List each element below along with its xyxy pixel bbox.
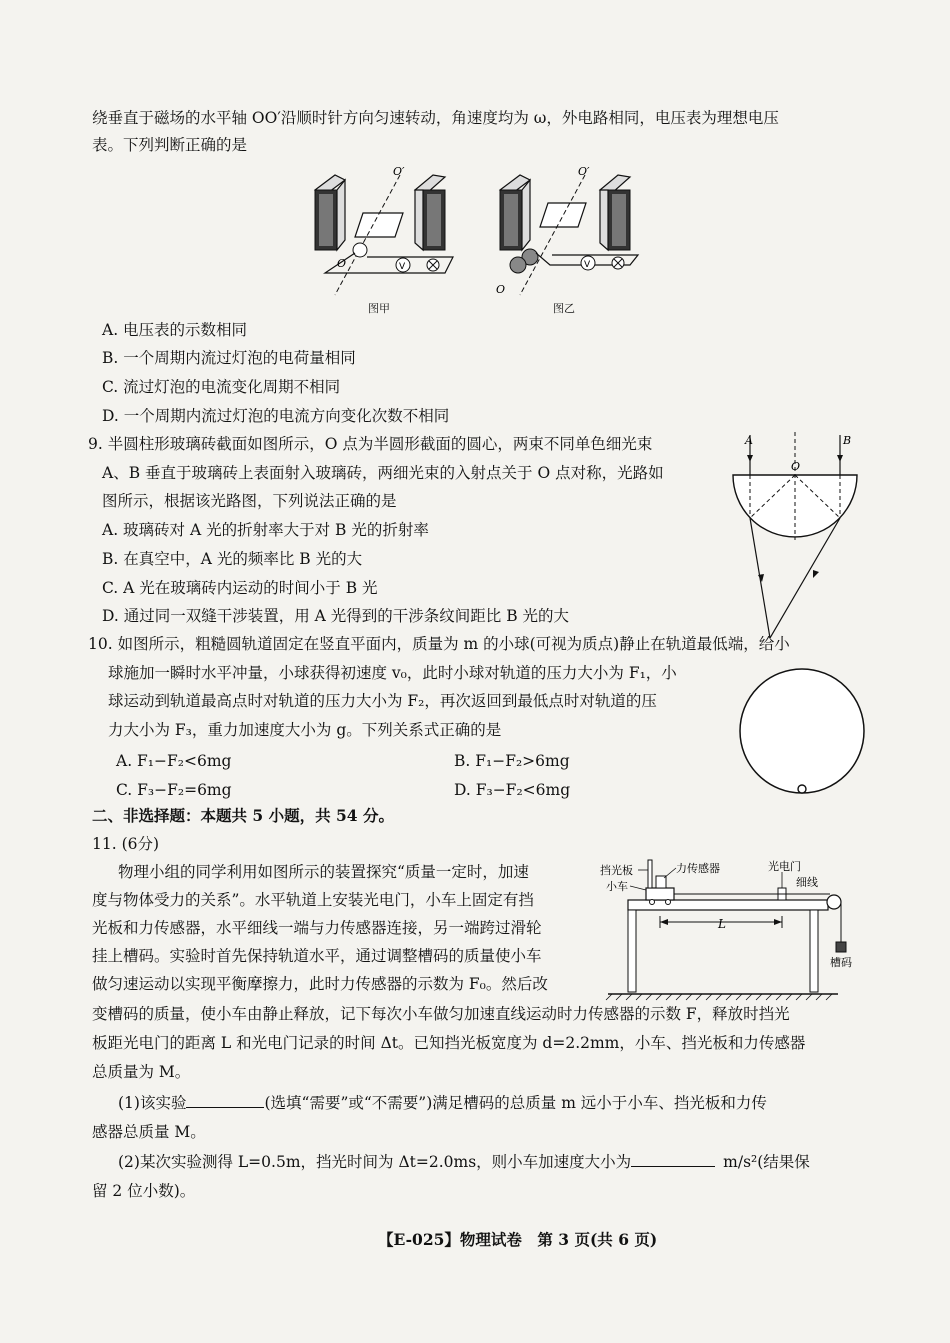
small-ball — [798, 785, 806, 793]
q8a-label-o: O — [337, 257, 347, 270]
q11-sub1-line2: 感器总质量 M。 — [92, 1123, 206, 1141]
q9-label-b: B — [843, 434, 852, 447]
q8-option-d: D. 一个周期内流过灯泡的电流方向变化次数不相同 — [102, 407, 450, 425]
q11-answer-blank-2[interactable] — [631, 1152, 715, 1167]
q9-label-a: A — [745, 434, 753, 447]
q11-sub2-suffix: m/s²(结果保 — [723, 1153, 810, 1171]
q9-option-c: C. A 光在玻璃砖内运动的时间小于 B 光 — [102, 579, 378, 597]
q11-para2: 度与物体受力的关系”。水平轨道上安装光电门，小车上固定有挡 — [92, 891, 534, 909]
fig-label-photogate: 光电门 — [768, 860, 801, 873]
q8-option-c: C. 流过灯泡的电流变化周期不相同 — [102, 378, 341, 396]
q9-stem-line3: 图所示，根据该光路图，下列说法正确的是 — [102, 492, 397, 510]
q11-sub1-suffix: (选填“需要”或“不需要”)满足槽码的总质量 m 远小于小车、挡光板和力传 — [264, 1094, 767, 1112]
q10-stem-line3: 球运动到轨道最高点时对轨道的压力大小为 F₂，再次返回到最低点时对轨道的压 — [108, 692, 657, 710]
hook-weights — [836, 942, 846, 952]
q8-fig-a-caption: 图甲 — [368, 302, 390, 315]
magnet-left — [315, 175, 345, 250]
q10-stem-line1: 10. 如图所示，粗糙圆轨道固定在竖直平面内，质量为 m 的小球(可视为质点)静止在轨道最低端，给小 — [88, 635, 790, 653]
q8b-label-oprime: O′ — [578, 165, 590, 178]
fig-label-baffle: 挡光板 — [600, 864, 633, 877]
q8-fig-b-caption: 图乙 — [553, 302, 575, 315]
q11-para5: 做匀速运动以实现平衡摩擦力，此时力传感器的示数为 F₀。然后改 — [92, 975, 548, 993]
fig-label-L: L — [718, 917, 726, 931]
q8a-label-oprime: O′ — [393, 165, 405, 178]
q11-sub2-line1 — [118, 1152, 810, 1172]
q9-stem-line1: 9. 半圆柱形玻璃砖截面如图所示，O 点为半圆形截面的圆心，两束不同单色细光束 — [88, 435, 653, 453]
q11-sub2-prefix: (2)某次实验测得 L=0.5m，挡光时间为 Δt=2.0ms，则小车加速度大小为 — [118, 1153, 632, 1171]
q8a-voltmeter-label: V — [399, 262, 406, 272]
q11-apparatus-figure — [598, 858, 868, 1003]
page-footer: 【E-025】物理试卷 第 3 页(共 6 页) — [378, 1230, 658, 1249]
q11-para7: 板距光电门的距离 L 和光电门记录的时间 Δt。已知挡光板宽度为 d=2.2mm，小车、挡光板和力传感器 — [92, 1034, 806, 1052]
q9-label-o: O — [791, 460, 801, 473]
q8b-voltmeter-label: V — [584, 260, 591, 270]
q10-option-c: C. F₃−F₂=6mg — [116, 781, 232, 799]
pulley — [827, 895, 841, 909]
q11-para1: 物理小组的同学利用如图所示的装置探究“质量一定时，加速 — [118, 863, 529, 881]
q11-para6: 变槽码的质量，使小车由静止释放，记下每次小车做匀加速直线运动时力传感器的示数 F，释放时挡光 — [92, 1005, 790, 1023]
fig-label-force-sensor: 力传感器 — [676, 862, 720, 875]
q10-stem-line2: 球施加一瞬时水平冲量，小球获得初速度 v₀，此时小球对轨道的压力大小为 F₁，小 — [108, 664, 677, 682]
cart — [646, 888, 674, 900]
q8-option-b: B. 一个周期内流过灯泡的电荷量相同 — [102, 349, 356, 367]
q11-para8: 总质量为 M。 — [92, 1063, 191, 1081]
q10-option-d: D. F₃−F₂<6mg — [454, 781, 571, 799]
q11-sub1-prefix: (1)该实验 — [118, 1094, 187, 1112]
baffle-plate — [648, 860, 652, 888]
magnet-right — [600, 175, 630, 250]
q11-answer-blank-1[interactable] — [186, 1093, 264, 1108]
magnet-right — [415, 175, 445, 250]
q8-stem-line2: 表。下列判断正确的是 — [92, 136, 248, 154]
q9-option-d: D. 通过同一双缝干涉装置，用 A 光得到的干涉条纹间距比 B 光的大 — [102, 607, 570, 625]
q11-sub2-line2: 留 2 位小数)。 — [92, 1182, 196, 1200]
fig-label-weights: 槽码 — [830, 956, 852, 969]
q9-stem-line2: A、B 垂直于玻璃砖上表面射入玻璃砖，两细光束的入射点关于 O 点对称，光路如 — [102, 464, 664, 482]
q8-option-a: A. 电压表的示数相同 — [102, 321, 248, 339]
horizontal-track — [628, 900, 828, 910]
q11-para4: 挂上槽码。实验时首先保持轨道水平，通过调整槽码的质量使小车 — [92, 947, 542, 965]
q8-figure-a — [305, 165, 465, 300]
q11-sub1-line1 — [118, 1093, 767, 1113]
fig-label-string: 细线 — [796, 876, 818, 889]
q11-para3: 光板和力传感器，水平细线一端与力传感器连接，另一端跨过滑轮 — [92, 919, 542, 937]
q9-option-a: A. 玻璃砖对 A 光的折射率大于对 B 光的折射率 — [102, 521, 429, 539]
section2-heading: 二、非选择题：本题共 5 小题，共 54 分。 — [92, 806, 394, 825]
circular-track — [740, 669, 864, 793]
q9-option-b: B. 在真空中，A 光的频率比 B 光的大 — [102, 550, 363, 568]
magnet-left — [500, 175, 530, 250]
q10-stem-line4: 力大小为 F₃，重力加速度大小为 g。下列关系式正确的是 — [108, 721, 502, 739]
q8-stem-line1: 绕垂直于磁场的水平轴 OO′沿顺时针方向匀速转动，角速度均为 ω，外电路相同，电压表为理想电压 — [92, 109, 779, 127]
q10-figure — [735, 665, 870, 800]
q11-number: 11. (6分) — [92, 835, 160, 853]
fig-label-cart: 小车 — [606, 880, 628, 893]
q8-figure-b — [490, 165, 650, 300]
q10-option-a: A. F₁−F₂<6mg — [116, 752, 232, 770]
q8b-label-o: O — [496, 283, 506, 296]
q9-figure — [725, 430, 865, 645]
q10-option-b: B. F₁−F₂>6mg — [454, 752, 570, 770]
